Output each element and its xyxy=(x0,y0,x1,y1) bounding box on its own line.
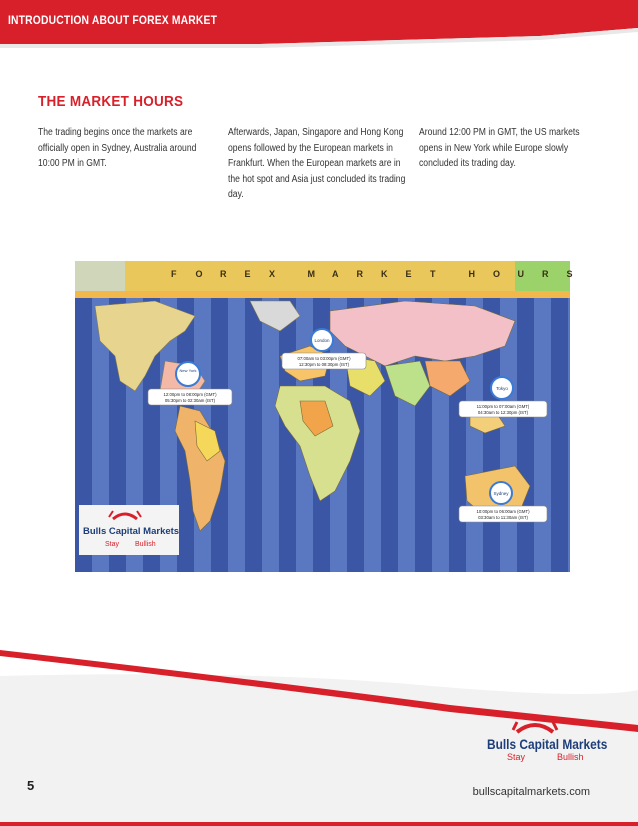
svg-text:04:30am to 12:30pm (IST): 04:30am to 12:30pm (IST) xyxy=(477,410,529,415)
svg-text:New York: New York xyxy=(179,368,197,373)
footer-brand-logo xyxy=(487,716,617,776)
map-title-letter: R xyxy=(542,269,549,279)
header-band xyxy=(0,0,638,44)
map-title-letter: E xyxy=(244,269,251,279)
map-title-letter: X xyxy=(269,269,276,279)
footer-url[interactable]: bullscapitalmarkets.com xyxy=(472,786,590,798)
svg-text:Sydney: Sydney xyxy=(493,491,509,496)
map-title-letter: F xyxy=(171,269,177,279)
svg-text:London: London xyxy=(314,338,330,343)
map-title-letter: T xyxy=(430,269,436,279)
map-title-letter: O xyxy=(195,269,203,279)
forex-market-hours-map xyxy=(75,261,573,572)
map-title-letter: H xyxy=(468,269,475,279)
map-title-letter: E xyxy=(405,269,412,279)
text-column-2: Afterwards, Japan, Singapore and Hong Kong opens followed by the European markets in Frankfurt. When the European markets are in the hot spot and Asia just concluded its trading day. xyxy=(228,127,406,200)
map-title-letter: O xyxy=(493,269,501,279)
svg-text:10:00pm to 06:00am (GMT): 10:00pm to 06:00am (GMT) xyxy=(476,509,530,514)
map-title-letter: U xyxy=(517,269,524,279)
svg-text:11:00pm to 07:00am (GMT): 11:00pm to 07:00am (GMT) xyxy=(476,404,530,409)
svg-text:07:00am to 03:00pm (GMT): 07:00am to 03:00pm (GMT) xyxy=(297,356,351,361)
map-title-letter: K xyxy=(381,269,388,279)
header-title: INTRODUCTION ABOUT FOREX MARKET xyxy=(8,13,218,27)
brand-name: Bulls Capital Markets xyxy=(487,736,608,752)
svg-text:Tokyo: Tokyo xyxy=(496,386,508,391)
map-illustration xyxy=(75,261,570,572)
svg-text:12:30pm to 08:30pm (IST): 12:30pm to 08:30pm (IST) xyxy=(298,362,350,367)
svg-text:03:30am to 11:30am (IST): 03:30am to 11:30am (IST) xyxy=(478,515,528,520)
map-title-letter: R xyxy=(220,269,227,279)
bull-horns-icon xyxy=(487,716,617,736)
svg-text:Bulls Capital Markets: Bulls Capital Markets xyxy=(83,526,180,537)
section-title: THE MARKET HOURS xyxy=(38,93,184,110)
brand-tag-left: Stay xyxy=(507,752,526,762)
map-title-letter: R xyxy=(356,269,363,279)
map-logo xyxy=(79,505,179,555)
svg-text:12:00pm to 08:00pm (GMT): 12:00pm to 08:00pm (GMT) xyxy=(163,392,217,397)
svg-text:Bullish: Bullish xyxy=(135,541,156,548)
brand-tag-right: Bullish xyxy=(557,752,584,762)
text-column-3: Around 12:00 PM in GMT, the US markets opens in New York while Europe slowly concluded its trading day. xyxy=(419,127,580,169)
map-title-letter: S xyxy=(566,269,573,279)
svg-text:Stay: Stay xyxy=(105,541,120,548)
bottom-rule xyxy=(0,822,638,826)
svg-text:05:30pm to 02:30am (IST): 05:30pm to 02:30am (IST) xyxy=(164,398,216,403)
map-title-letter: A xyxy=(332,269,339,279)
text-column-1: The trading begins once the markets are officially open in Sydney, Australia around 10:00 PM in GMT. xyxy=(38,127,197,169)
page-number: 5 xyxy=(27,778,35,793)
map-title-letter: M xyxy=(307,269,315,279)
